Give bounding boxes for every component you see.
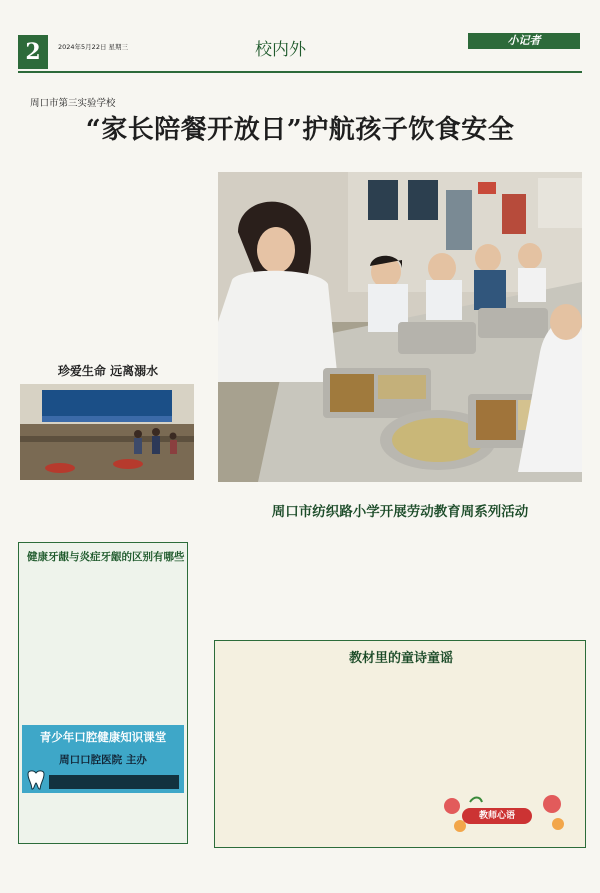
lunch-photo-graphic bbox=[218, 172, 582, 482]
clinic-ad-organizer: 周口口腔医院 主办 bbox=[59, 754, 147, 766]
tooth-icon bbox=[25, 769, 47, 791]
teacher-badge bbox=[440, 792, 570, 838]
school-name: 周口市第三实验学校 bbox=[30, 98, 116, 109]
masthead-rule bbox=[18, 71, 582, 73]
lunch-photo bbox=[218, 172, 582, 482]
lead-article bbox=[20, 172, 206, 336]
swim-photo-graphic bbox=[20, 384, 194, 480]
issue-date: 2024年5月22日 星期三 bbox=[58, 43, 129, 51]
clinic-ad-phone bbox=[49, 775, 179, 789]
teacher-badge-label: 教师心语 bbox=[462, 808, 532, 824]
labor-article bbox=[218, 530, 582, 630]
page-number: 2 bbox=[18, 35, 48, 69]
swim-title: 珍爱生命 远离溺水 bbox=[57, 364, 159, 378]
health-sidebar bbox=[18, 542, 188, 844]
swim-article bbox=[20, 484, 196, 528]
clinic-ad-title: 青少年口腔健康知识课堂 bbox=[39, 730, 167, 744]
issue-info bbox=[58, 42, 128, 52]
labor-title: 周口市纺织路小学开展劳动教育周系列活动 bbox=[271, 504, 529, 520]
swim-photo bbox=[20, 384, 194, 480]
songs-title: 教材里的童诗童谣 bbox=[348, 651, 453, 666]
brand-banner: 小记者 bbox=[468, 33, 580, 49]
section-title: 校内外 bbox=[255, 40, 306, 60]
page-headline: “家长陪餐开放日”护航孩子饮食安全 bbox=[85, 115, 515, 145]
health-title: 健康牙龈与炎症牙龈的区别有哪些 bbox=[27, 551, 185, 563]
